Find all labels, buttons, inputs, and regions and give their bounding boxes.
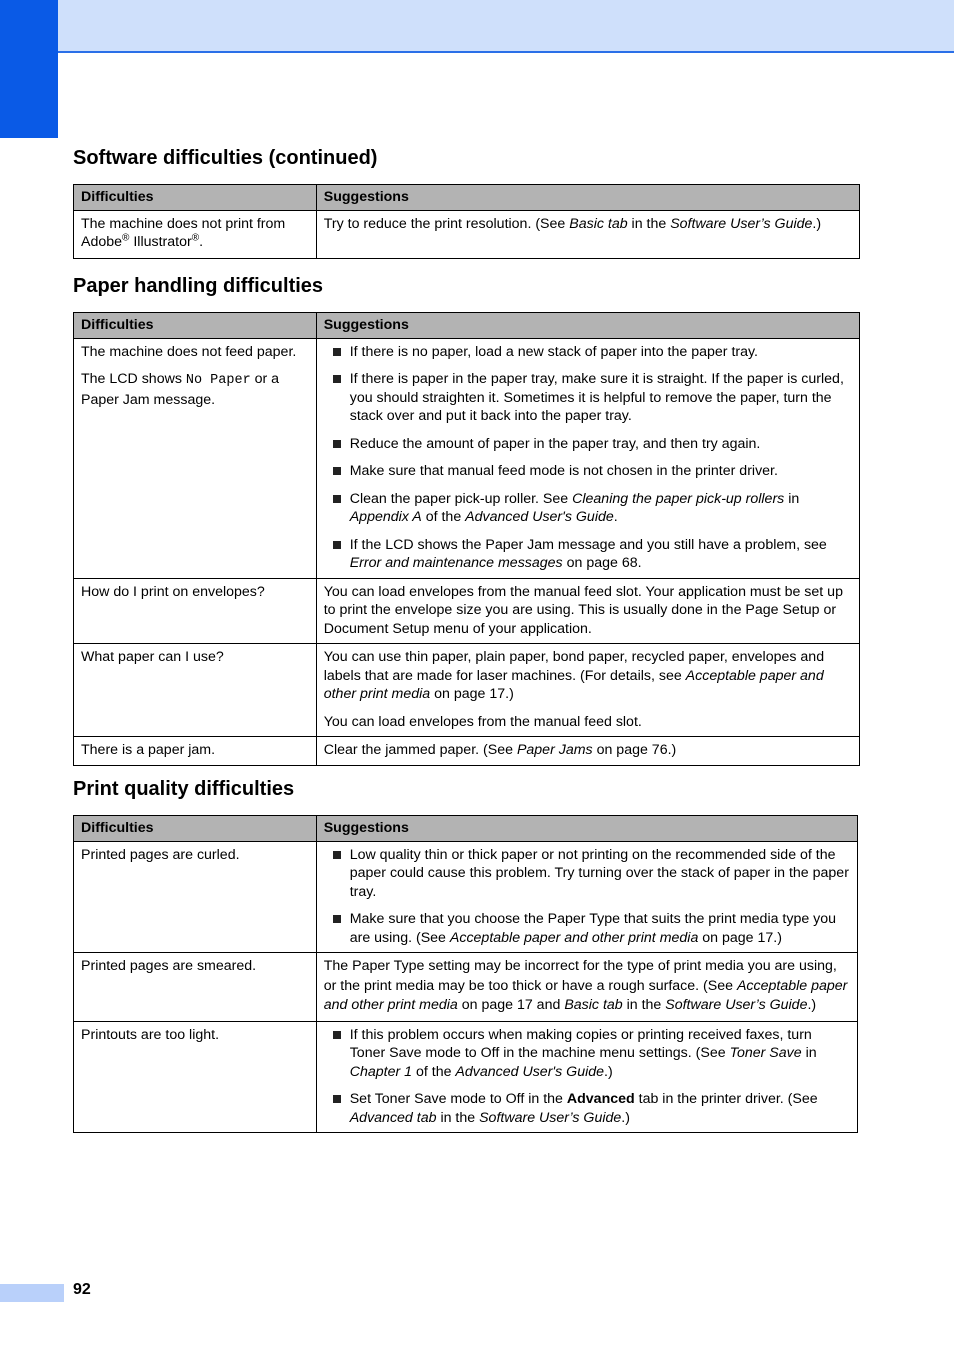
list-item: If there is paper in the paper tray, make sure it is straight. If the paper is curled, you should straighten it. Sometimes it is helpful to remove the paper, turn the stack over and put it back into the paper tray. bbox=[324, 370, 852, 426]
square-bullet-icon bbox=[333, 375, 341, 383]
difficulty-cell: There is a paper jam. bbox=[74, 737, 317, 766]
suggestion-cell: You can use thin paper, plain paper, bond paper, recycled paper, envelopes and labels that are made for laser machines. (For details, see Acceptable paper and other print media on page 17.) You can load envelopes from the manual feed slot. bbox=[316, 644, 859, 737]
square-bullet-icon bbox=[333, 467, 341, 475]
table-row bbox=[74, 953, 858, 1022]
table-row bbox=[74, 338, 860, 578]
table-row bbox=[74, 578, 860, 644]
list-item: Make sure that you choose the Paper Type that suits the print media type you are using. (See Acceptable paper and other print media on page 17.) bbox=[324, 910, 850, 947]
difficulty-cell: How do I print on envelopes? bbox=[74, 578, 317, 644]
header-suggestions: Suggestions bbox=[316, 185, 859, 211]
suggestion-list bbox=[324, 846, 850, 948]
software-table bbox=[73, 184, 860, 259]
chapter-tab bbox=[0, 0, 58, 138]
header-suggestions: Suggestions bbox=[316, 313, 859, 339]
table-row bbox=[74, 737, 860, 766]
difficulty-cell: What paper can I use? bbox=[74, 644, 317, 737]
square-bullet-icon bbox=[333, 1031, 341, 1039]
page-number: 92 bbox=[73, 1281, 91, 1298]
table-row bbox=[74, 210, 860, 258]
header-suggestions: Suggestions bbox=[316, 816, 857, 842]
difficulty-cell: Printed pages are smeared. bbox=[74, 953, 317, 1022]
suggestion-cell: Try to reduce the print resolution. (See Basic tab in the Software User’s Guide.) bbox=[316, 210, 859, 258]
section-title-software: Software difficulties (continued) bbox=[73, 147, 378, 169]
suggestion-cell bbox=[316, 1021, 857, 1133]
header-band bbox=[58, 0, 954, 53]
difficulty-cell: Printed pages are curled. bbox=[74, 841, 317, 953]
suggestion-cell: Clear the jammed paper. (See Paper Jams on page 76.) bbox=[316, 737, 859, 766]
section-title-paper: Paper handling difficulties bbox=[73, 275, 324, 297]
difficulty-cell: The machine does not feed paper. The LCD shows No Paper or a Paper Jam message. bbox=[74, 338, 317, 578]
square-bullet-icon bbox=[333, 1095, 341, 1103]
table-row bbox=[74, 1021, 858, 1133]
difficulty-cell: Printouts are too light. bbox=[74, 1021, 317, 1133]
page-number-bar bbox=[0, 1284, 64, 1302]
table-header-row bbox=[74, 816, 858, 842]
square-bullet-icon bbox=[333, 541, 341, 549]
square-bullet-icon bbox=[333, 915, 341, 923]
suggestion-cell bbox=[316, 338, 859, 578]
square-bullet-icon bbox=[333, 348, 341, 356]
suggestion-cell: The Paper Type setting may be incorrect for the type of print media you are using, or the print media may be too thick or have a rough surface. (See Acceptable paper and other print media on page 17 and Basic tab in the Software User’s Guide.) bbox=[316, 953, 857, 1022]
list-item: If this problem occurs when making copies or printing received faxes, turn Toner Save mode to Off in the machine menu settings. (See Toner Save in Chapter 1 of the Advanced User's Guide.) bbox=[324, 1026, 850, 1082]
quality-table bbox=[73, 815, 858, 1133]
table-header-row bbox=[74, 185, 860, 211]
list-item: Clean the paper pick-up roller. See Cleaning the paper pick-up rollers in Appendix A of the Advanced User's Guide. bbox=[324, 490, 852, 527]
header-difficulties: Difficulties bbox=[74, 313, 317, 339]
lcd-message: No Paper bbox=[185, 373, 251, 388]
section-title-quality: Print quality difficulties bbox=[73, 778, 295, 800]
list-item: If there is no paper, load a new stack of paper into the paper tray. bbox=[324, 343, 852, 362]
square-bullet-icon bbox=[333, 851, 341, 859]
suggestion-cell bbox=[316, 841, 857, 953]
list-item: Make sure that manual feed mode is not chosen in the printer driver. bbox=[324, 462, 852, 481]
table-header-row bbox=[74, 313, 860, 339]
suggestion-list bbox=[324, 1026, 850, 1128]
table-row bbox=[74, 841, 858, 953]
difficulty-cell: The machine does not print from Adobe® Illustrator®. bbox=[74, 210, 317, 258]
square-bullet-icon bbox=[333, 440, 341, 448]
list-item: Reduce the amount of paper in the paper tray, and then try again. bbox=[324, 435, 852, 454]
list-item: Set Toner Save mode to Off in the Advanced tab in the printer driver. (See Advanced tab in the Software User’s Guide.) bbox=[324, 1090, 850, 1127]
paper-table bbox=[73, 312, 860, 766]
square-bullet-icon bbox=[333, 495, 341, 503]
list-item: Low quality thin or thick paper or not printing on the recommended side of the paper could cause this problem. Try turning over the stack of paper in the paper tray. bbox=[324, 846, 850, 902]
list-item: If the LCD shows the Paper Jam message and you still have a problem, see Error and maintenance messages on page 68. bbox=[324, 536, 852, 573]
header-difficulties: Difficulties bbox=[74, 816, 317, 842]
suggestion-list bbox=[324, 343, 852, 573]
table-row bbox=[74, 644, 860, 737]
header-difficulties: Difficulties bbox=[74, 185, 317, 211]
suggestion-cell: You can load envelopes from the manual feed slot. Your application must be set up to print the envelope size you are using. This is usually done in the Page Setup or Document Setup menu of your application. bbox=[316, 578, 859, 644]
